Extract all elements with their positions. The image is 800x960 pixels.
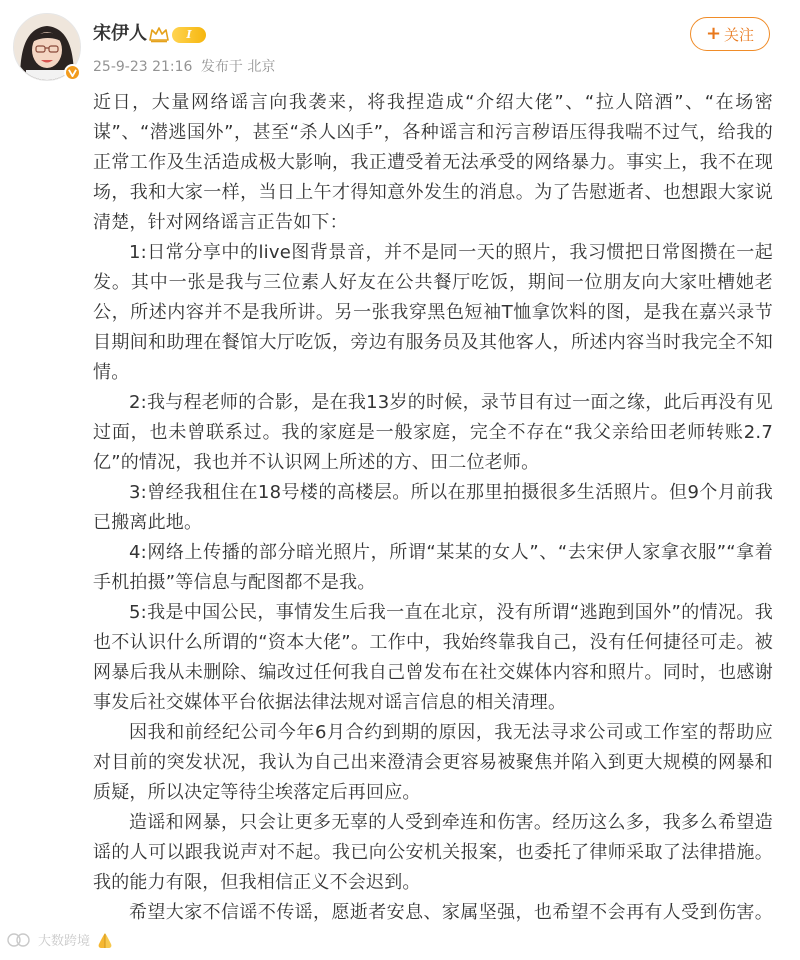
post-location: 发布于 北京 <box>200 59 276 75</box>
post-paragraph: 2:我与程老师的合影，是在我13岁的时候，录节目有过一面之缘，此后再没有见过面，也未曾联系过。我的家庭是一般家庭，完全不存在“我父亲给田老师转账2.7亿”的情况，我也并不认识网上所述的方、田二位老师。 <box>93 392 773 473</box>
follow-button[interactable] <box>690 17 770 51</box>
follow-button-label: 关注 <box>724 25 755 44</box>
post-content <box>93 88 773 958</box>
post-paragraph: 近日，大量网络谣言向我袭来，将我捏造成“介绍大佬”、“拉人陪酒”、“在场密谋”、“潜逃国外”，甚至“杀人凶手”，各种谣言和污言秽语压得我喘不过气，给我的正常工作及生活造成极大影响，我正遭受着无法承受的网络暴力。事实上，我不在现场，我和大家一样，当日上午才得知意外发生的消息。为了告慰逝者、也想跟大家说清楚，针对网络谣言正告如下： <box>93 92 773 233</box>
watermark-text: 大数跨境 <box>38 934 91 949</box>
post-paragraph: 5:我是中国公民，事情发生后我一直在北京，没有所谓“逃跑到国外”的情况。我也不认识什么所谓的“资本大佬”。工作中，我始终靠我自己，没有任何捷径可走。被网暴后我从未删除、编改过任何我自己曾发布在社交媒体内容和照片。同时，也感谢事发后社交媒体平台依据法律法规对谣言信息的相关清理。 <box>93 602 773 713</box>
pray-hands-icon <box>95 931 115 951</box>
author-name[interactable]: 宋伊人 <box>93 23 147 44</box>
post-paragraph-last <box>93 898 773 958</box>
verified-orange-icon <box>64 64 81 81</box>
plus-icon: + <box>705 23 722 44</box>
post-date[interactable]: 25-9-23 21:16 <box>93 59 193 75</box>
watermark <box>6 930 90 949</box>
user-level-badge[interactable]: I <box>172 27 206 43</box>
post-meta <box>93 57 279 77</box>
post-paragraph: 因我和前经纪公司今年6月合约到期的原因，我无法寻求公司或工作室的帮助应对目前的突发状况，我认为自己出来澄清会更容易被聚焦并陷入到更大规模的网暴和质疑，所以决定等待尘埃落定后再回应。 <box>93 722 773 803</box>
author-avatar[interactable] <box>13 13 81 81</box>
post-paragraph: 4:网络上传播的部分暗光照片，所谓“某某的女人”、“去宋伊人家拿衣服”“拿着手机拍摄”等信息与配图都不是我。 <box>93 542 773 593</box>
post-paragraph-text: 希望大家不信谣不传谣，愿逝者安息、家属坚强，也希望不会再有人受到伤害。 <box>129 902 773 923</box>
post-paragraph: 1:日常分享中的live图背景音，并不是同一天的照片，我习惯把日常图攒在一起发。其中一张是我与三位素人好友在公共餐厅吃饭，期间一位朋友向大家吐槽她老公，所述内容并不是我所讲。另一张我穿黑色短袖T恤拿饮料的图，是我在嘉兴录节目期间和助理在餐馆大厅吃饭，旁边有服务员及其他客人，所述内容当时我完全不知情。 <box>93 242 773 383</box>
post-paragraph: 造谣和网暴，只会让更多无辜的人受到牵连和伤害。经历这么多，我多么希望造谣的人可以跟我说声对不起。我已向公安机关报案，也委托了律师采取了法律措施。我的能力有限，但我相信正义不会迟到。 <box>93 812 773 893</box>
crown-vip-icon[interactable] <box>148 25 170 43</box>
post-header <box>0 0 800 90</box>
post-paragraph: 3:曾经我租住在18号楼的高楼层。所以在那里拍摄很多生活照片。但9个月前我已搬离此地。 <box>93 482 773 533</box>
watermark-logo-icon <box>6 931 36 949</box>
